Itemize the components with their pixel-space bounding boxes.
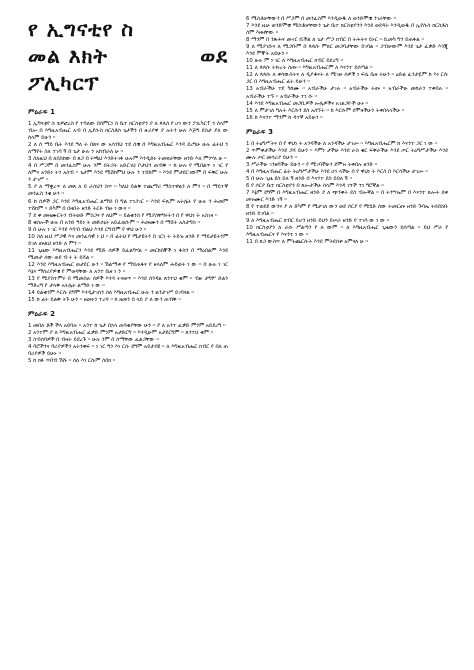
chapter-heading-1: ምዕራፍ 1 <box>28 108 55 116</box>
verse: 14 ይልቁንም እርሱ ደግሞ እንዲታገሰን ስለ እግዚአብሔር ሁሉ ን ልንታገሥ ይገባናል ። <box>28 290 194 297</box>
chapter-2-continued-body <box>246 16 448 122</box>
verse: 4 በ ሥጋም በ መንፈስም ሁሉ ንም በትጋት አድርገህ ቦታህን ጠብቅ ። ከ ሁሉ የ ሚበልጥ ነ ገር የ ለምና አንድነ ትን አስብ ። ጌታም እንደ ሚሸከምህ ሁሉ ን ተሸከም ። እንደ ምታደርገውም በ ፍቅር ሁሉ ን ታገሥ ። <box>28 163 228 184</box>
verse: 4 ባሮችንና ባሪያዎችን አትንቀፍ ። ነ ገር ግን እነ ርሱ ደግሞ አይታበዩ ። ለ እግዚአብሔር ክብር የ በለ ጠ ባሪያዎች ይሁኑ ። <box>28 344 228 358</box>
verse: 8 ማንም በ ንጽሕና መኖር ቢችል ለ ጌታ ሥጋ ክብር በ ትሕትና ይኑር ። ቢመካ ግን ይጠፋል ። <box>246 37 424 44</box>
verse: 9 ለ እግዚአብሔር ክብር ይሆን ዘንድ ይህን ይሠራ ዘንድ የ ተገባ ው ነ ው ። <box>246 218 390 225</box>
verse: 16 ከ እናንተ ማንም ከ ዳተኛ አይሁን ። <box>246 114 323 121</box>
verse: 6 ሚስቶቻቸውን በ ሥጋም በ መንፈስም እንዲወዱ ለ ወንድሞቼ ንገራቸው ። <box>246 16 397 22</box>
verse: 11 ጊዜው እግዚአብሔርን እንደ ሚሹ ሰዎች ይፈልግሃል ። መርከበኞች ነ ፋስን በ ማዕበልም እንደ ሚመታ ሰው ወደ ብ ሩ ት ይሻል ። <box>28 247 228 261</box>
verse: 15 ከ ፊት ይልቅ ትጉ ሁን ። ዘመኑን ተረዳ ። ከ ዘመን በ ላይ ያ ለ ውን ጠብቅ ። <box>28 297 181 304</box>
verse: 9 በ ሁሉ ነ ገር እንደ እባብ ብልህ እንደ ርግብም የ ዋህ ሁን ። <box>28 226 147 233</box>
verse: 5 በ ሁሉ ጊዜ ደስ ይለ ኝ ዘንድ በ እናንተ ደስ ይበለ ኝ ። <box>246 175 353 182</box>
chapter-heading-3: ምዕራፍ 3 <box>246 127 273 136</box>
verse: 10 ክርስቲያን ለ ራሱ ሥልጣን የ ለ ውም ። ለ እግዚአብሔር ጊዜውን ይሰጣል ። ይህ ሥራ የ እግዚአብሔርና የ እናንተ ነ ው ። <box>246 225 448 239</box>
verse: 12 እንደ እግዚአብሔር ወታደር ሁን ። ሽልማቱ የ ማይጠፋና የ ዘላለም ሕይወት ነ ው ። በ ሁሉ ነ ገር እኔና ማሰሪያዎቼ የ ምወዳቸው ለ አንተ ቤዛ ነ ን ። <box>28 261 228 275</box>
verse: 5 ያ ለ ማቋረጥ ለ መጸ ለ ይ ራስህን ስጥ ። ካለህ ይልቅ ተጨማሪ ማስተዋልን ለ ምን ። በ ማይተኛ መንፈስ ንቁ ሁን ። <box>28 184 228 198</box>
verse: 10 ስለ ዚህ ሥጋዊ እና መንፈሳዊ ነ ህ ። በ ፊትህ የ ሚታዩትን በ ገርነ ት ትይዝ ዘንድ የ ማይታዩትንም ይገለ ጡልህ ዘንድ ለ ምን ። <box>28 233 228 247</box>
verse: 2 ለ ሰ ማይ ቤት እንደ ዓለ ት በጸና ው አሳብህ ተደ ስቼ በ እግዚአብሔር እንዳ ደረግሁ ሁሉ ፊትህ ን ለማየት ስለ ተገባ ኝ በ ጌታ ሁሉ ን አከብራለ ሁ ። <box>28 142 228 156</box>
verse: 8 ቁስሎች ሁሉ በ አንድ ዓይነ ት መድኃኒት አይፈወሱም ። ሕመሙን በ ማሸት አስታግስ ። <box>28 219 200 226</box>
chapter-2-body <box>28 323 228 365</box>
verse: 15 ለ ምታገለ ግሉት እርሱን ደስ አሰኙት ። ከ እርሱም ደሞዛችሁን ትቀበላላችሁ ። <box>246 107 405 114</box>
verse: 1 በ ትዕግሥትና በ የ ዋህነ ት አንዳችሁ ለ አንዳችሁ ታገሡ ። እግዚአብሔርም ከ እናንተ ጋር ነ ው ። <box>246 140 438 147</box>
verse: 9 ለ ሚያገቡና ለ ሚጋቡም በ ጳጳሱ ምክር መጋባታቸው ይገባል ። ጋብቻውም እንደ ጌታ ፈቃድ እንጂ እንደ ምኞት አይሁን ። <box>246 44 448 58</box>
verse: 14 እንደ እግዚአብሔር መጋቢዎች ሎሌዎችና አገልጋዮች ሁኑ ። <box>246 100 369 107</box>
verse: 10 ሁሉ ም ነ ገር ለ እግዚአብሔር ክብር ይደረግ ። <box>246 58 343 65</box>
verse: 5 ከ ክፉ ጥበብ ሽሹ ። ስለ እነ ርሱም ስበክ ። <box>28 358 116 365</box>
verse: 8 የ ተወደደ ውንና ያ ለ ድካም የ ሚታገለ ውን ወደ ሶርያ የ ሚሄድ ሰው ትመርጡ ዘንድ ጉባኤ ትሰበስቡ ዘንድ ይገባል ። <box>246 204 448 218</box>
verse: 11 ለ ጳጳሱ ትኩረት ስጡ ። እግዚአብሔርም ለ እናንተ ይሰጣል ። <box>246 65 373 72</box>
verse: 7 እኔም ደግሞ በ እግዚአብሔር ዘንድ ያ ለ ጭንቀት ደስ ብሎኛል ። በ ትንሣኤም በ እናንተ ጸሎት ደቀ መዝሙር እንድ ገኝ ። <box>246 190 448 204</box>
verse: 13 አብራችሁ ተደ ካከሙ ። አብራችሁ ታገሉ ። አብራችሁ ሩጡ ። አብራችሁ መከራን ተቀበሉ ። አብራችሁ ተኙ ። አብራችሁ ተነ ሱ ። <box>246 86 448 100</box>
verse: 7 ደ ቀ መዛሙርትን ብትወድ ምስጋና የ ለህም ። ይልቁንስ የ ሚያስቸግሩትን በ የ ዋህነ ት አስገዛ ። <box>28 212 218 219</box>
title-line-1: የ ኢግናቲየ ስ <box>28 17 135 41</box>
chapter-heading-2: ምዕራፍ 2 <box>28 310 55 319</box>
verse: 13 የ ሚያስተምሩ በ ሚመስሉ ሰዎች እንዳ ትናወጥ ። እንደ ሰንዳል ጸንተህ ቁም ። ብዙ ታግሦ ድልን ማድረግ የ ታላቅ አትሌት ልማድ ነ ው ። <box>28 276 228 290</box>
verse: 1 መበለ ቶች ችላ አይባሉ ። አንተ ከ ጌታ በኋላ ጠባቂያቸው ሁን ። ያ ለ አንተ ፈቃድ ምንም አይደረግ ። <box>28 323 226 330</box>
document-title <box>28 16 228 97</box>
right-column <box>246 16 448 246</box>
verse: 7 እንደ ዚሁ ወንድሞቼ ሚስቶቻቸውን ጌታ ቤተ ክርስቲያንን እንደ ወደዳት እንዲወዱ በ ኢየሱስ ክርስቶስ ስም እዘዛቸው ። <box>246 23 448 37</box>
verse: 12 ለ ጳጳሱ ለ ቀሳውስትና ለ ዲያቆናት ለ ሚገዙ ሰዎች ነ ፍሴ ቤዛ ትሁን ። ዕድል ፈንታዬም ከ እነ ርሱ ጋር በ እግዚአብሔር ፊት ይሁን ። <box>246 72 448 86</box>
verse: 3 ስብሰባዎች በ ብዛት ይደረጉ ። ሁሉ ንም በ ስማቸው ፈልጋቸው ። <box>28 337 159 344</box>
verse: 2 አንተም ያ ለ እግዚአብሔር ፈቃድ ምንም አታድርግ ። እንዲሁም አታደርግም ። ጸንተህ ቁም ። <box>28 330 214 337</box>
title-line-3: ፖሊካርፕ <box>28 71 100 95</box>
verse: 3 ሥራችሁ ገንዘባችሁ ይሁን ። የ ሚገባችሁን ደሞዝ ትቀበሉ ዘንድ ። <box>246 161 378 168</box>
verse: 3 ስለዚህ በ ለበስከው በ ጸጋ በ ሩጫህ እንድትገፋ ሁሉም እንዲድኑ ትመክራቸው ዘንድ እለ ምንሃለ ሁ ። <box>28 156 227 163</box>
chapter-1-body <box>28 121 228 304</box>
verse: 1 ኢግናቲየ ስ ቴዎፎረስ የ ተባለው በሰምርነ ስ ቤተ ክርስቲያን ያ ለ ጳጳስ የ ሆነ ውን ፖሊካርፕ ን ሰላም ብሎ በ እግዚአብሔር አብ በ ኢየሱስ ክርስቶስ ጌታችን በ ዙሪያዋ ያ ሉትን ሁሉ እጅግ ደስታ ያለ ው ሰላም ይሁን ። <box>28 121 228 142</box>
title-line-2-word-b: ወደ <box>200 44 228 68</box>
verse: 6 ከ ሰዎች ጋር እንደ እግዚአብሔር ልማድ በ ግል ተነጋገር ። እንደ ፍጹም አትሌት የ ሁሉ ን ሕመም ተሸከም ። ድካም በ በዛበት ዘንድ ትርፉ ብዙ ነ ውና ። <box>28 198 228 212</box>
left-column <box>28 16 228 366</box>
verse: 2 ጥምቀታችሁ እንደ ጋሻ ይሁን ። እምነ ታችሁ እንደ ራስ ቁር ፍቅራችሁ እንደ ጦር ትዕግሥታችሁ እንደ ሙሉ ጦር መሳሪያ ይሁን ። <box>246 147 448 161</box>
verse: 11 በ ጸጋ ውስጥ ለ ምትጨርሱት እንደ ምትደሰቱ አምናለ ሁ ። <box>246 239 369 246</box>
verse: 4 በ እግዚአብሔር ፊት ትዕግሥታችሁ እንደ ሆነ ላችሁ በ የ ዋህነ ት እርስ በ እርሳችሁ ታገሡ ። <box>246 168 428 175</box>
chapter-3-body <box>246 141 448 247</box>
title-line-2-word-a: መል እክት <box>28 44 108 68</box>
title-line-2 <box>28 43 228 70</box>
verse: 6 የ ሶርያ ቤተ ክርስቲያን በ ጸሎታችሁ ሰላም እንዳ ገኘች ተነ ግሮኛል ። <box>246 182 384 189</box>
